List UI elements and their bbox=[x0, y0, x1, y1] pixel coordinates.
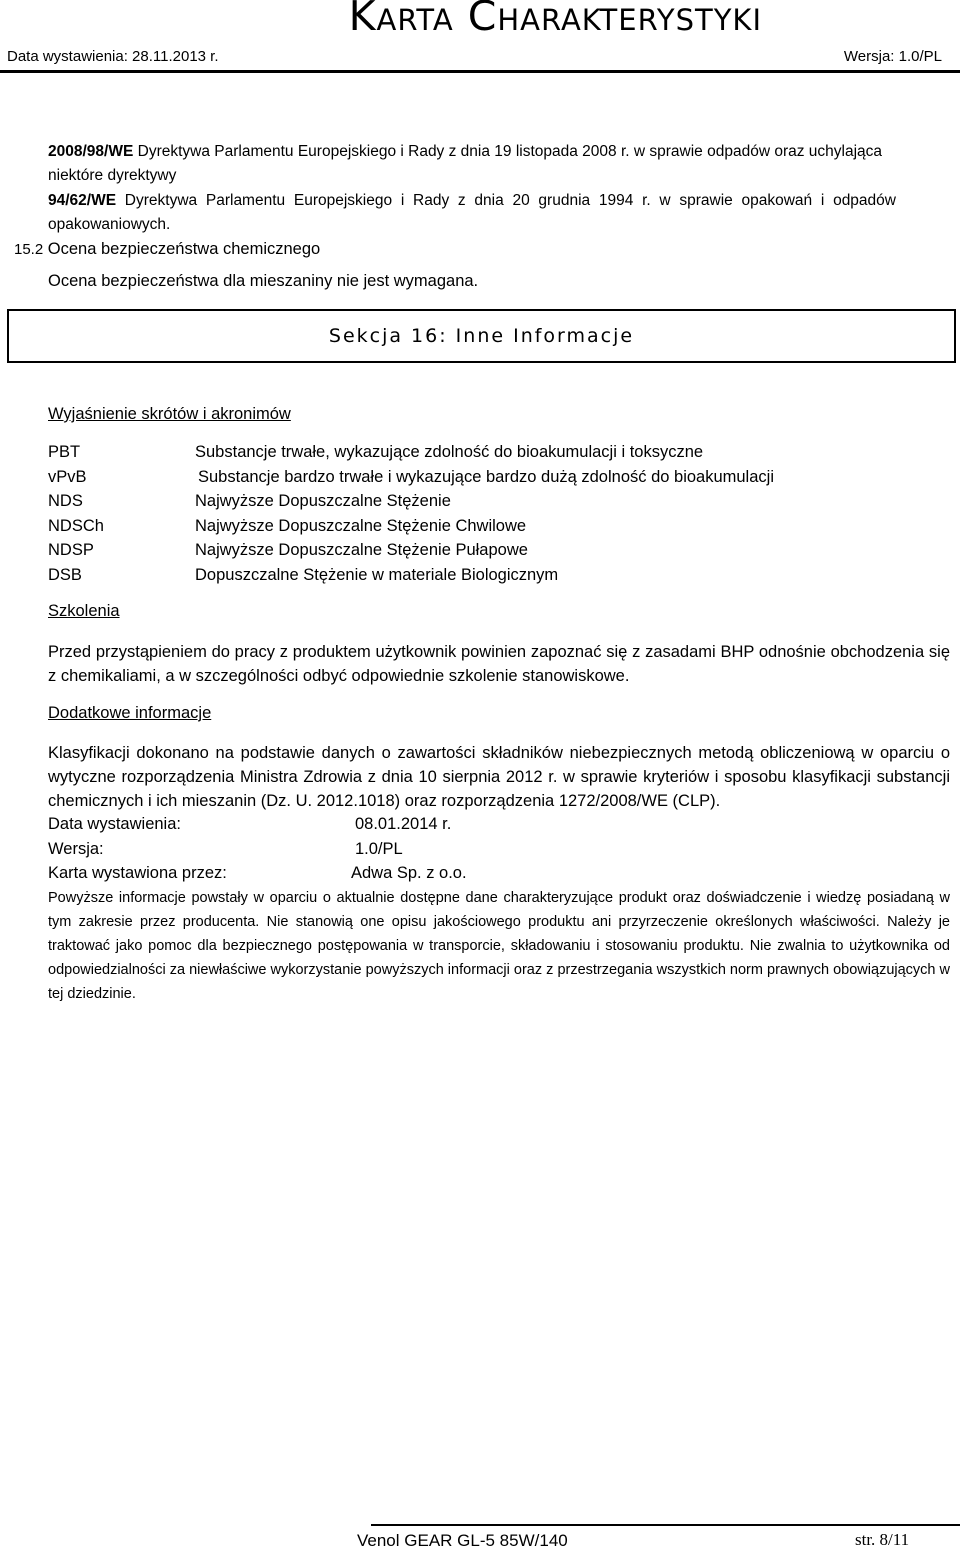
abbr-term: NDSCh bbox=[48, 517, 104, 535]
issued-by-value: Adwa Sp. z o.o. bbox=[351, 864, 467, 882]
directive-item bbox=[48, 140, 896, 188]
directive-text: Dyrektywa Parlamentu Europejskiego i Rady z dnia 19 listopada 2008 r. w sprawie odpadów oraz uchylająca niektóre dyrektywy bbox=[48, 143, 883, 184]
abbr-definition: Najwyższe Dopuszczalne Stężenie Pułapowe bbox=[195, 541, 528, 559]
additional-info-text: Klasyfikacji dokonano na podstawie danych o zawartości składników niebezpiecznych metodą obliczeniową w oparciu o wytyczne rozporządzenia Ministra Zdrowia z dnia 10 sierpnia 2012 r. w sprawie kryteriów i sposobu klasyfikacji substancji chemicznych i ich mieszanin (Dz. U. 2012.1018) oraz rozporządzenia 1272/2008/WE (CLP). bbox=[48, 744, 950, 810]
disclaimer-text: Powyższe informacje powstały w oparciu o aktualnie dostępne dane charakteryzujące produkt oraz doświadczenie i wiedzę posiadaną w tym zakresie przez producenta. Nie stanowią one opisu jakościowego produktu ani przyrzeczenie określonych właściwości. Należy je traktować jako pomoc dla bezpiecznego postępowania w transporcie, składowaniu i stosowaniu produktu. Nie zwalnia to użytkownika od odpowiedzialności za niewłaściwe wykorzystanie powyższych informacji oraz z przestrzegania wszystkich norm prawnych obowiązujących w tej dziedzinie. bbox=[48, 890, 950, 1002]
abbr-term: DSB bbox=[48, 566, 82, 584]
version-value: 1.0/PL bbox=[355, 840, 403, 858]
section-title: Ocena bezpieczeństwa chemicznego bbox=[43, 240, 321, 258]
footer-product-name: Venol GEAR GL-5 85W/140 bbox=[357, 1531, 568, 1550]
directive-text: Dyrektywa Parlamentu Europejskiego i Rady z dnia 20 grudnia 1994 r. w sprawie opakowań i odpadów opakowaniowych. bbox=[48, 192, 896, 233]
abbr-definition: Dopuszczalne Stężenie w materiale Biologicznym bbox=[195, 566, 559, 584]
document-title: Karta Charakterystyki bbox=[348, 0, 762, 40]
abbr-term: vPvB bbox=[48, 468, 87, 486]
abbreviations-heading: Wyjaśnienie skrótów i akronimów bbox=[48, 405, 291, 423]
training-text: Przed przystąpieniem do pracy z produktem użytkownik powinien zapoznać się z zasadami BHP odnośnie obchodzenia się z chemikaliami, a w szczególności odbyć odpowiednie szkolenie stanowiskowe. bbox=[48, 643, 950, 685]
section-15-2-text: Ocena bezpieczeństwa dla mieszaniny nie jest wymagana. bbox=[48, 272, 479, 290]
abbr-definition: Substancje bardzo trwałe i wykazujące bardzo dużą zdolność do bioakumulacji bbox=[198, 468, 774, 486]
header-version: Wersja: 1.0/PL bbox=[843, 48, 942, 65]
directive-item bbox=[48, 189, 896, 237]
header-issue-date: Data wystawienia: 28.11.2013 r. bbox=[7, 48, 219, 65]
abbr-term: PBT bbox=[48, 443, 81, 461]
section-16-banner bbox=[7, 309, 956, 363]
additional-info-heading: Dodatkowe informacje bbox=[48, 704, 212, 722]
footer-divider bbox=[371, 1524, 960, 1526]
issued-by-label: Karta wystawiona przez: bbox=[48, 864, 227, 882]
abbr-definition: Najwyższe Dopuszczalne Stężenie Chwilowe bbox=[195, 517, 527, 535]
section-16-title: Sekcja 16: Inne Informacje bbox=[328, 325, 635, 347]
issue-date-label: Data wystawienia: bbox=[48, 815, 181, 833]
section-number: 15.2 bbox=[14, 241, 44, 258]
version-label: Wersja: bbox=[48, 840, 104, 858]
issue-date-value: 08.01.2014 r. bbox=[355, 815, 452, 833]
abbr-definition: Substancje trwałe, wykazujące zdolność do bioakumulacji i toksyczne bbox=[195, 443, 704, 461]
header-divider bbox=[0, 70, 960, 73]
abbr-term: NDSP bbox=[48, 541, 94, 559]
footer-page-number: str. 8/11 bbox=[855, 1530, 910, 1549]
training-heading: Szkolenia bbox=[48, 602, 120, 620]
abbr-definition: Najwyższe Dopuszczalne Stężenie bbox=[195, 492, 451, 510]
directive-code: 94/62/WE bbox=[48, 192, 117, 209]
directive-code: 2008/98/WE bbox=[48, 143, 134, 160]
section-15-2-heading bbox=[14, 240, 320, 259]
abbr-term: NDS bbox=[48, 492, 83, 510]
